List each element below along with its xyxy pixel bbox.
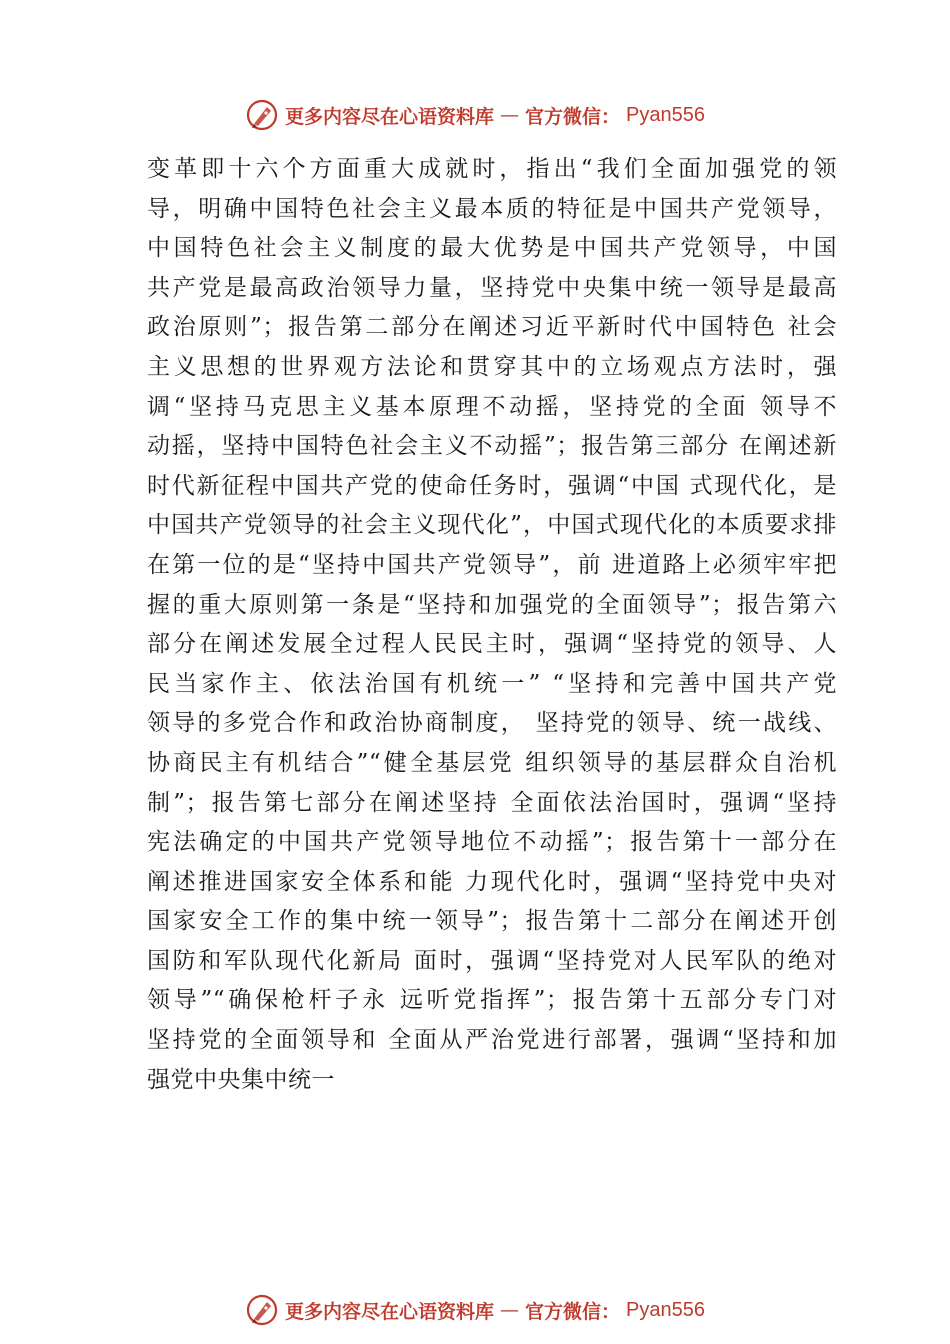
body-line: 政治原则”；报告第二部分在阐述习近平新时代中国特色 社会 xyxy=(147,314,837,341)
body-line: 共产党是最高政治领导力量，坚持党中央集中统一领导是最高 xyxy=(147,274,837,301)
watermark-header xyxy=(0,95,950,135)
watermark-label: 官方微信： xyxy=(525,105,621,128)
body-line: 中国共产党领导的社会主义现代化”，中国式现代化的本质要求排 xyxy=(147,512,837,539)
body-line: 动摇，坚持中国特色社会主义不动摇”；报告第三部分 在阐述新 xyxy=(147,433,837,460)
body-line: 主义思想的世界观方法论和贯穿其中的立场观点方法时，强 xyxy=(147,353,837,380)
body-line: 导，明确中国特色社会主义最本质的特征是中国共产党领导， xyxy=(147,195,837,222)
body-line: 领导的多党合作和政治协商制度， 坚持党的领导、统一战线、 xyxy=(147,710,837,737)
body-line: 阐述推进国家安全体系和能 力现代化时，强调“坚持党中央对 xyxy=(147,868,837,895)
watermark-dash: — xyxy=(500,1299,520,1321)
document-body xyxy=(147,150,837,1100)
watermark-label: 官方微信： xyxy=(525,1300,621,1323)
body-line: 时代新征程中国共产党的使命任务时，强调“中国 式现代化，是 xyxy=(147,472,837,499)
body-line: 握的重大原则第一条是“坚持和加强党的全面领导”；报告第六 xyxy=(147,591,837,618)
watermark-account: Pyan556 xyxy=(626,103,705,126)
watermark-dash: — xyxy=(500,104,520,126)
body-line: 变革即十六个方面重大成就时，指出“我们全面加强党的领 xyxy=(147,156,837,182)
body-line: 宪法确定的中国共产党领导地位不动摇”；报告第十一部分在 xyxy=(147,829,837,856)
body-line: 国家安全工作的集中统一领导”；报告第十二部分在阐述开创 xyxy=(147,908,837,935)
pen-nib-logo-icon xyxy=(245,98,279,132)
body-line: 协商民主有机结合”“健全基层党 组织领导的基层群众自治机 xyxy=(147,749,837,776)
body-line: 强党中央集中统一 xyxy=(147,1066,335,1093)
body-line: 领导”“确保枪杆子永 远听党指挥”；报告第十五部分专门对 xyxy=(147,987,837,1014)
body-line: 民当家作主、依法治国有机统一” “坚持和完善中国共产党 xyxy=(147,670,837,697)
body-line: 调“坚持马克思主义基本原理不动摇，坚持党的全面 领导不 xyxy=(147,393,837,420)
watermark-brand: 更多内容尽在心语资料库 xyxy=(285,1300,495,1323)
body-line: 部分在阐述发展全过程人民民主时，强调“坚持党的领导、人 xyxy=(147,631,837,658)
watermark-footer xyxy=(0,1290,950,1330)
watermark-account: Pyan556 xyxy=(626,1298,705,1321)
body-line: 中国特色社会主义制度的最大优势是中国共产党领导，中国 xyxy=(147,235,837,262)
body-line: 国防和军队现代化新局 面时，强调“坚持党对人民军队的绝对 xyxy=(147,947,837,974)
watermark-brand: 更多内容尽在心语资料库 xyxy=(285,105,495,128)
body-line: 制”；报告第七部分在阐述坚持 全面依法治国时，强调“坚持 xyxy=(147,789,837,816)
pen-nib-logo-icon xyxy=(245,1293,279,1327)
body-line: 在第一位的是“坚持中国共产党领导”，前 进道路上必须牢牢把 xyxy=(147,551,837,578)
body-line: 坚持党的全面领导和 全面从严治党进行部署，强调“坚持和加 xyxy=(147,1027,837,1054)
